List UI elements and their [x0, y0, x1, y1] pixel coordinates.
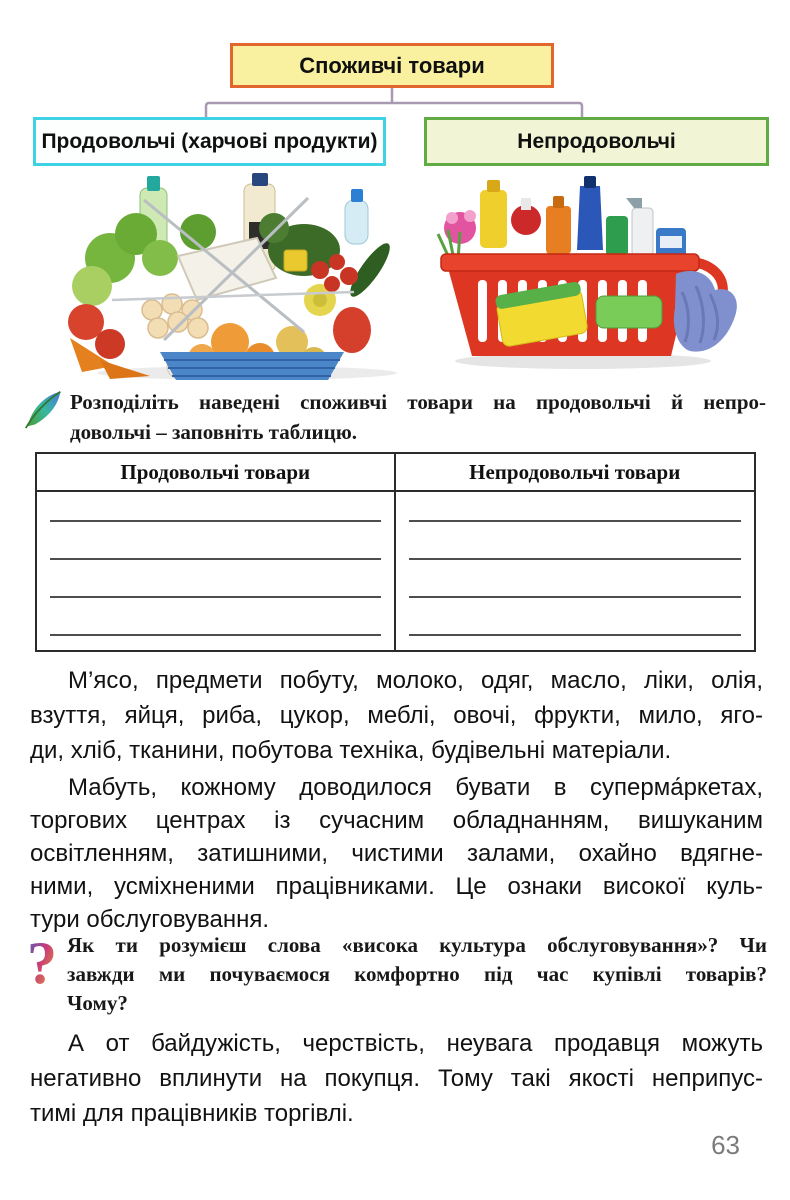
paragraph-supermarkets — [30, 771, 763, 936]
table-header-food: Продовольчі товари — [37, 454, 396, 490]
classification-table — [35, 452, 756, 652]
table-header-row — [37, 454, 754, 492]
question-mark-icon — [22, 931, 62, 1004]
paragraph-seller — [30, 1026, 763, 1131]
diagram-nonfood-label: Непродовольчі — [517, 129, 676, 153]
write-line — [409, 492, 742, 522]
write-line — [409, 522, 742, 560]
paragraph-line: тури обслуговування. — [30, 906, 270, 933]
paragraph-line: А от байдужість, черствість, неувага продавця можуть — [68, 1030, 763, 1057]
food-basket-photo — [52, 170, 397, 382]
page-number: 63 — [711, 1130, 740, 1160]
write-line — [409, 598, 742, 636]
write-line — [409, 560, 742, 598]
table-column-nonfood — [396, 492, 755, 650]
question-block — [22, 931, 767, 1018]
write-line — [50, 492, 381, 522]
paragraph-line: тимі для працівників торгівлі. — [30, 1100, 354, 1127]
paragraph-line: ди, хліб, тканини, побутова техніка, будівельні матеріали. — [30, 737, 672, 764]
table-header-nonfood: Непродовольчі товари — [469, 459, 681, 484]
task-line: Розподіліть наведені споживчі товари на продовольчі й непро- — [70, 390, 766, 414]
paragraph-line: ними, усміхненими працівниками. Це ознаки високої куль- — [30, 873, 763, 900]
paragraph-line: М’ясо, предмети побуту, молоко, одяг, масло, ліки, олія, — [68, 667, 763, 694]
question-text — [67, 931, 767, 1018]
diagram-root-label: Споживчі товари — [299, 52, 485, 78]
diagram-food-label: Продовольчі (харчові продукти) — [41, 129, 378, 153]
paragraph-line: Мабуть, кожному доводилося бувати в суперма́ркетах, — [68, 774, 763, 801]
household-goods-basket-photo — [428, 168, 743, 373]
diagram-root-box — [230, 43, 554, 88]
paragraph-line: негативно вплинути на покупця. Тому такі якості неприпус- — [30, 1065, 763, 1092]
diagram-food-box — [33, 117, 386, 166]
paragraph-line: взуття, яйця, риба, цукор, меблі, овочі, фрукти, мило, яго- — [30, 702, 763, 729]
write-line — [50, 598, 381, 636]
write-line — [50, 560, 381, 598]
question-line: завжди ми почуваємося комфортно під час купівлі товарів? — [67, 962, 767, 986]
feather-icon — [24, 387, 64, 436]
paragraph-goods-list — [30, 663, 763, 768]
question-line: Чому? — [67, 991, 128, 1015]
task-text — [70, 387, 766, 447]
write-line — [50, 522, 381, 560]
svg-text:?: ? — [27, 931, 57, 996]
table-body — [37, 492, 754, 650]
paragraph-line: освітленням, затишними, чистими залами, охайно вдягне- — [30, 840, 763, 867]
task-line: довольчі – заповніть таблицю. — [70, 420, 357, 444]
diagram-nonfood-box — [424, 117, 769, 166]
task-block — [24, 387, 766, 447]
table-column-food — [37, 492, 396, 650]
paragraph-line: торгових центрах із сучасним обладнанням, вишуканим — [30, 807, 763, 834]
question-line: Як ти розумієш слова «висока культура обслуговування»? Чи — [67, 933, 767, 957]
